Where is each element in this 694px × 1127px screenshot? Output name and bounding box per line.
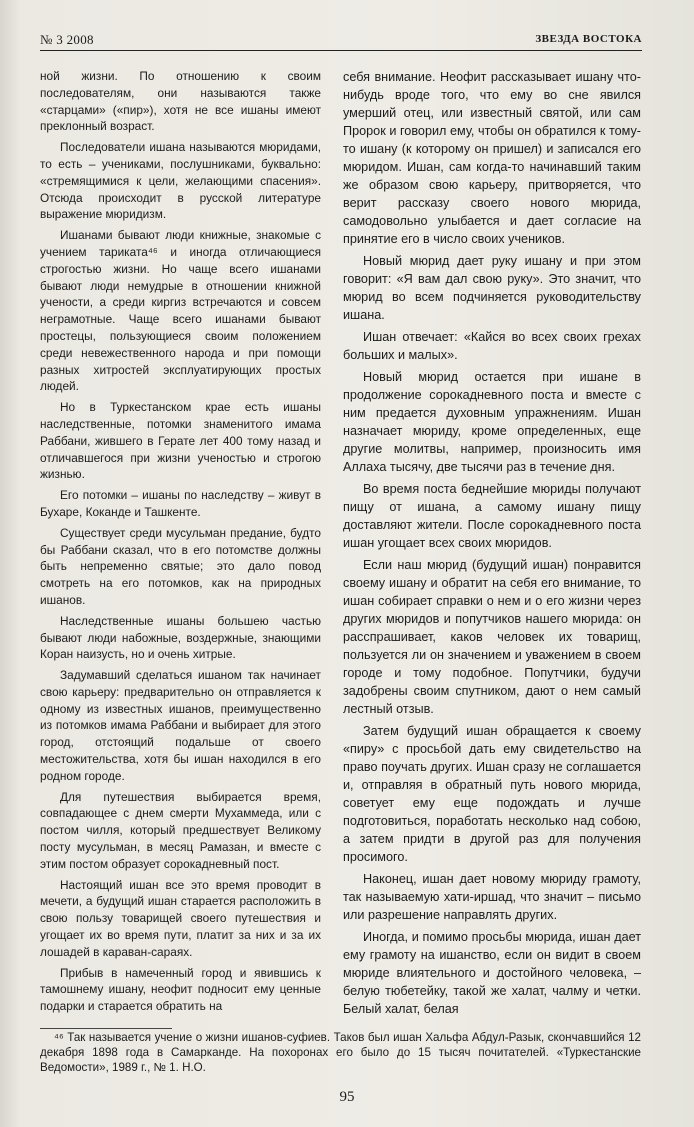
paragraph: Новый мюрид дает руку ишану и при этом говорит: «Я вам дал свою руку». Это значит, что мюрид во всем подчиняется руководительству ишана. — [343, 254, 641, 322]
paragraph: ной жизни. По отношению к своим последователям, они называются также «старцами» («пир»), хотя не все ишаны имеют преклонный возраст. — [40, 69, 321, 134]
issue-number: № 3 2008 — [40, 32, 94, 47]
paragraph: Если наш мюрид (будущий ишан) понравится своему ишану и обратит на себя его внимание, то ишан собирает справки о нем и о его жизни через других мюридов и попутчиков нашего мюрида: он расспрашивает, каков человек их товарищ, пользуется ли он значением и уважением в своем городе и тому подобное. Попутчики, будучи задобрены своим спутником, дают о нем самый лестный отзыв. — [343, 558, 641, 716]
paragraph: Для путешествия выбирается время, совпадающее с днем смерти Мухаммеда, или с постом чилля, который предшествует Великому посту мусульман, в месяц Рамазан, и вместе с этим постом образует сорокадневный пост. — [40, 789, 321, 871]
right-column — [343, 68, 641, 1022]
paragraph: Ишанами бывают люди книжные, знакомые с учением тариката⁴⁶ и иногда отличающиеся строгостью жизни. Но чаще всего ишанами бывают люди немудрые в отношении книжной учености, а среди киргиз встречаются и совсем неграмотные. Чаще всего ишанами бывают простецы, пользующиеся своим положением среди невежественного народа и при помощи разных хитростей эксплуатирующих простых людей. — [40, 228, 321, 394]
paragraph: Иногда, и помимо просьбы мюрида, ишан дает ему грамоту на ишанство, если он видит в своем мюриде влиятельного и достойного человека, – белую тюбетейку, такой же халат, чалму и четки. Белый халат, белая — [343, 930, 641, 1016]
paragraph: Последователи ишана называются мюридами, то есть – учениками, послушниками, буквально: «стремящимися к цели, желающими спасения». Отсюда происходит в русской литературе выражение мюридизм. — [40, 140, 321, 222]
footnote: ⁴⁶ Так называется учение о жизни ишанов-суфиев. Таков был ишан Хальфа Абдул-Разык, скончавшийся 12 декабря 1898 года в Самарканде. На похоронах его было до 15 тысяч почитателей. «Туркестанские Ведомости», 1989 г., № 1. Н.О. — [40, 1031, 641, 1074]
paragraph: Прибыв в намеченный город и явившись к тамошнему ишану, неофит подносит ему ценные подарки и старается обратить на — [40, 965, 321, 1014]
running-header — [40, 32, 642, 50]
paragraph: Во время поста беднейшие мюриды получают пищу от ишана, а самому ишану пищу доставляют жители. После сорокадневного поста ишан угощает всех своих мюридов. — [343, 482, 641, 550]
page-number: 95 — [339, 1089, 355, 1105]
paragraph: Его потомки – ишаны по наследству – живут в Бухаре, Коканде и Ташкенте. — [40, 488, 321, 519]
paragraph: Ишан отвечает: «Кайся во всех своих грехах больших и малых». — [343, 330, 641, 362]
paragraph: Настоящий ишан все это время проводит в мечети, а будущий ишан старается расположить в свою пользу товарищей своего путешествия и угощает их во время пути, платит за них и за их лошадей в караван-сараях. — [40, 877, 321, 959]
journal-title: ЗВЕЗДА ВОСТОКА — [535, 33, 642, 45]
paragraph: Наследственные ишаны большею частью бывают люди набожные, воздержные, знающими Коран наизусть, но и очень хитрые. — [40, 613, 321, 662]
paragraph: Существует среди мусульман предание, будто бы Раббани сказал, что в его потомстве должны быть непременно святые; это дало повод смотреть на его потомков, как на природных ишанов. — [40, 525, 321, 607]
paragraph: себя внимание. Неофит рассказывает ишану что-нибудь вроде того, что ему во сне явился умерший отец, или известный святой, или сам Пророк и говорил ему, чтобы он обратился к тому-то ишану (к которому он пришел) и записался его мюридом. Ишан, сам когда-то начинавший таким же образом свою карьеру, притворяется, что верит рассказу своего нового мюрида, самодовольно улыбается и дает согласие на принятие его в число своих учеников. — [343, 70, 641, 246]
paragraph: Новый мюрид остается при ишане в продолжение сорокадневного поста и вместе с ним предается духовным упражнениям. Ишан назначает мюриду, кроме определенных, еще другие молитвы, например, произносить имя Аллаха тысячу, две тысячи раз в течение дня. — [343, 370, 641, 474]
left-column — [40, 68, 321, 1019]
paragraph: Но в Туркестанском крае есть ишаны наследственные, потомки знаменитого имама Раббани, жившего в Герате лет 400 тому назад и отличавшегося при жизни ученостью и строгою жизнью. — [40, 400, 321, 482]
paragraph: Задумавший сделаться ишаном так начинает свою карьеру: предварительно он отправляется к одному из известных ишанов, преимущественно из потомков имама Раббани и выбирает для этого город, отстоящий подальше от своего местожительства, хотя бы ишан находился в его родном городе. — [40, 668, 321, 783]
paragraph: Затем будущий ишан обращается к своему «пиру» с просьбой дать ему свидетельство на право поучать других. Ишан сразу не соглашается и, отправляя в обратный путь нового мюрида, советует ему еще подождать и лучше подготовиться, поработать несколько над собою, а затем придти в другой раз для получения просимого. — [343, 724, 641, 864]
paragraph: Наконец, ишан дает новому мюриду грамоту, так называемую хати-иршад, что значит – письмо или разрешение направлять других. — [343, 872, 641, 922]
footnote-rule — [40, 1028, 172, 1029]
header-rule — [40, 50, 642, 51]
